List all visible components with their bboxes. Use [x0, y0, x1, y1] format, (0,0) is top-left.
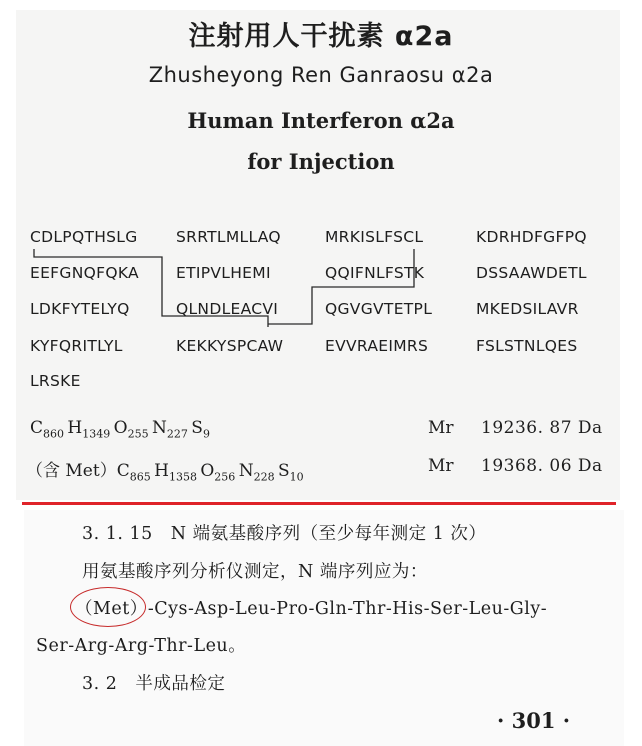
seq-r3-c2: EVVRAEIMRS	[325, 337, 429, 355]
formula-row: $C_{860}$ $H_{1349}$ $O_{255}$ $N_{227}$ $S_9$	[30, 418, 210, 441]
formula-prefix: （含 Met）	[26, 461, 117, 481]
seq-r0-c3: KDRHDFGFPQ	[476, 228, 587, 246]
seq-r2-c3: MKEDSILAVR	[476, 300, 579, 318]
section-heading: 3. 1. 15 N 端氨基酸序列（至少每年测定 1 次）	[82, 524, 487, 544]
seq-r0-c2: MRKISLFSCL	[325, 228, 424, 246]
next-section-heading: 3. 2 半成品检定	[82, 674, 226, 694]
title-chinese: 注射用人干扰素 α2a	[188, 21, 454, 52]
seq-r3-c0: KYFQRITLYL	[30, 337, 123, 355]
mr-value: 19236. 87 Da	[481, 418, 603, 438]
seq-r3-c1: KEKKYSPCAW	[176, 337, 284, 355]
title-english: Human Interferon α2a	[187, 108, 455, 133]
mr-label: Mr	[428, 456, 454, 476]
formula-row: （含 $Met)C_{865}$ $H_{1358}$ $O_{256}$ $N_{228}$ $S_{10}$	[26, 461, 304, 484]
seq-r2-c0: LDKFYTELYQ	[30, 300, 130, 318]
page-number: · 301 ·	[497, 708, 571, 733]
met-highlight-circle	[70, 587, 146, 627]
seq-r0-c1: SRRTLMLLAQ	[176, 228, 281, 246]
seq-r0-c0: CDLPQTHSLG	[30, 228, 138, 246]
title-pinyin: Zhusheyong Ren Ganraosu α2a	[148, 63, 494, 87]
sequence-line-1: （Met）-Cys-Asp-Leu-Pro-Gln-Thr-His-Ser-Leu-Gly-	[75, 599, 548, 619]
sequence-line-2: Ser-Arg-Arg-Thr-Leu。	[36, 636, 247, 656]
seq-r3-c3: FSLSTNLQES	[476, 337, 578, 355]
mr-label: Mr	[428, 418, 454, 438]
section-text: 用氨基酸序列分析仪测定，N 端序列应为：	[82, 562, 428, 582]
divider-rule	[22, 502, 616, 505]
seq-r2-c2: QGVGVTETPL	[325, 300, 433, 318]
mr-value: 19368. 06 Da	[481, 456, 603, 476]
seq-r2-c1: QLNDLEACVI	[176, 300, 279, 318]
seq-r1-c2: QQIFNLFSTK	[325, 264, 425, 282]
disulfide-bridge-2	[268, 249, 414, 324]
met-label: （Met）	[75, 599, 148, 619]
title-english-subtitle: for Injection	[247, 149, 395, 174]
seq-r1-c0: EEFGNQFQKA	[30, 264, 139, 282]
seq-r4-c0: LRSKE	[30, 372, 81, 390]
seq-r1-c3: DSSAAWDETL	[476, 264, 587, 282]
seq-r1-c1: ETIPVLHEMI	[176, 264, 271, 282]
disulfide-bridge-1	[34, 249, 268, 327]
